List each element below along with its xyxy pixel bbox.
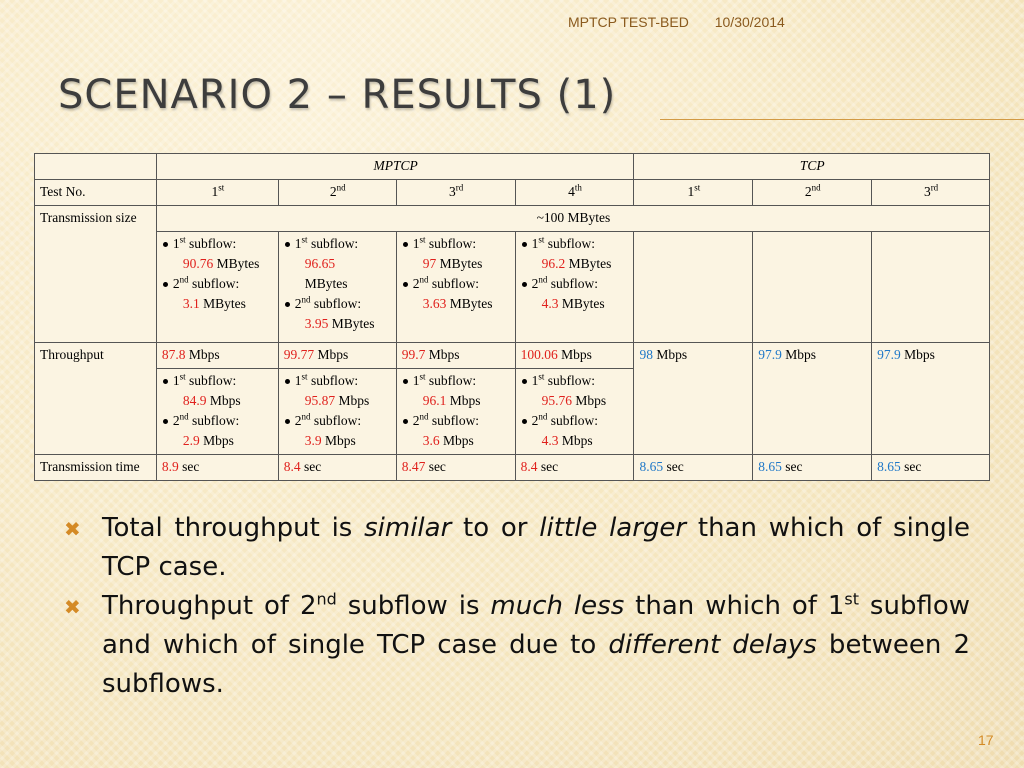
subflow-item: 1st subflow: 96.1 Mbps	[402, 371, 511, 411]
subflow-item: 2nd subflow: 2.9 Mbps	[162, 411, 274, 451]
throughput-cell: 87.8 Mbps	[156, 343, 278, 369]
throughput-cell: 100.06 Mbps	[515, 343, 634, 369]
table-cell	[35, 154, 157, 180]
subflow-item: 1st subflow: 90.76 MBytes	[162, 234, 274, 274]
time-cell: 8.65 sec	[634, 455, 753, 481]
subflow-throughput-cell	[515, 369, 634, 455]
empty-cell	[634, 232, 753, 343]
throughput-cell: 99.7 Mbps	[396, 343, 515, 369]
subflow-throughput-cell	[156, 369, 278, 455]
subflow-throughput-cell	[278, 369, 396, 455]
subflow-item: 2nd subflow: 4.3 MBytes	[521, 274, 630, 314]
test-no-cell: 2nd	[753, 180, 872, 206]
row-label-time: Transmission time	[35, 455, 157, 481]
table-row	[35, 154, 990, 180]
subflow-item: 1st subflow: 96.2 MBytes	[521, 234, 630, 274]
row-label-size: Transmission size	[35, 206, 157, 343]
size-cell	[396, 232, 515, 343]
header-meta	[568, 14, 807, 30]
time-cell: 8.9 sec	[156, 455, 278, 481]
slide-title: SCENARIO 2 – RESULTS (1)	[58, 72, 617, 118]
test-no-cell: 4th	[515, 180, 634, 206]
header-date: 10/30/2014	[714, 14, 785, 30]
subflow-item: 2nd subflow: 4.3 Mbps	[521, 411, 630, 451]
tcp-throughput-cell: 97.9 Mbps	[872, 343, 990, 455]
table-row	[35, 232, 990, 343]
title-rule	[660, 119, 1024, 120]
throughput-cell: 99.77 Mbps	[278, 343, 396, 369]
time-cell: 8.65 sec	[872, 455, 990, 481]
test-no-cell: 1st	[634, 180, 753, 206]
subflow-item: 1st subflow: 97 MBytes	[402, 234, 511, 274]
row-label-test-no: Test No.	[35, 180, 157, 206]
subflow-item: 2nd subflow: 3.1 MBytes	[162, 274, 274, 314]
table-row	[35, 180, 990, 206]
table-row	[35, 343, 990, 369]
subflow-item: 1st subflow: 95.76 Mbps	[521, 371, 630, 411]
subflow-item: 1st subflow: 96.65 MBytes	[284, 234, 392, 294]
subflow-item: 2nd subflow: 3.9 Mbps	[284, 411, 392, 451]
row-label-throughput: Throughput	[35, 343, 157, 455]
x-mark-icon: ✖	[64, 517, 81, 541]
time-cell: 8.4 sec	[515, 455, 634, 481]
table-row	[35, 206, 990, 232]
size-cell	[278, 232, 396, 343]
tcp-throughput-cell: 98 Mbps	[634, 343, 753, 455]
test-no-cell: 1st	[156, 180, 278, 206]
empty-cell	[753, 232, 872, 343]
subflow-item: 2nd subflow: 3.6 Mbps	[402, 411, 511, 451]
time-cell: 8.47 sec	[396, 455, 515, 481]
subflow-item: 2nd subflow: 3.95 MBytes	[284, 294, 392, 334]
size-total: ~100 MBytes	[156, 206, 989, 232]
empty-cell	[872, 232, 990, 343]
time-cell: 8.65 sec	[753, 455, 872, 481]
test-no-cell: 3rd	[872, 180, 990, 206]
bullet-item: ✖ Throughput of 2nd subflow is much less than which of 1st subflow and which of single TCP case due to different delays between 2 subflows.	[64, 589, 971, 699]
subflow-item: 1st subflow: 84.9 Mbps	[162, 371, 274, 411]
time-cell: 8.4 sec	[278, 455, 396, 481]
bullet-item: ✖ Total throughput is similar to or little larger than which of single TCP case.	[64, 509, 970, 587]
subflow-item: 2nd subflow: 3.63 MBytes	[402, 274, 511, 314]
x-mark-icon: ✖	[64, 595, 81, 619]
subflow-throughput-cell	[396, 369, 515, 455]
group-header-mptcp: MPTCP	[156, 154, 634, 180]
group-header-tcp: TCP	[634, 154, 990, 180]
header-label: MPTCP TEST-BED	[568, 14, 689, 30]
test-no-cell: 2nd	[278, 180, 396, 206]
test-no-cell: 3rd	[396, 180, 515, 206]
page-number: 17	[978, 732, 994, 748]
size-cell	[156, 232, 278, 343]
size-cell	[515, 232, 634, 343]
subflow-item: 1st subflow: 95.87 Mbps	[284, 371, 392, 411]
bullet-list	[64, 509, 970, 704]
results-table	[34, 153, 990, 481]
tcp-throughput-cell: 97.9 Mbps	[753, 343, 872, 455]
table-row	[35, 455, 990, 481]
